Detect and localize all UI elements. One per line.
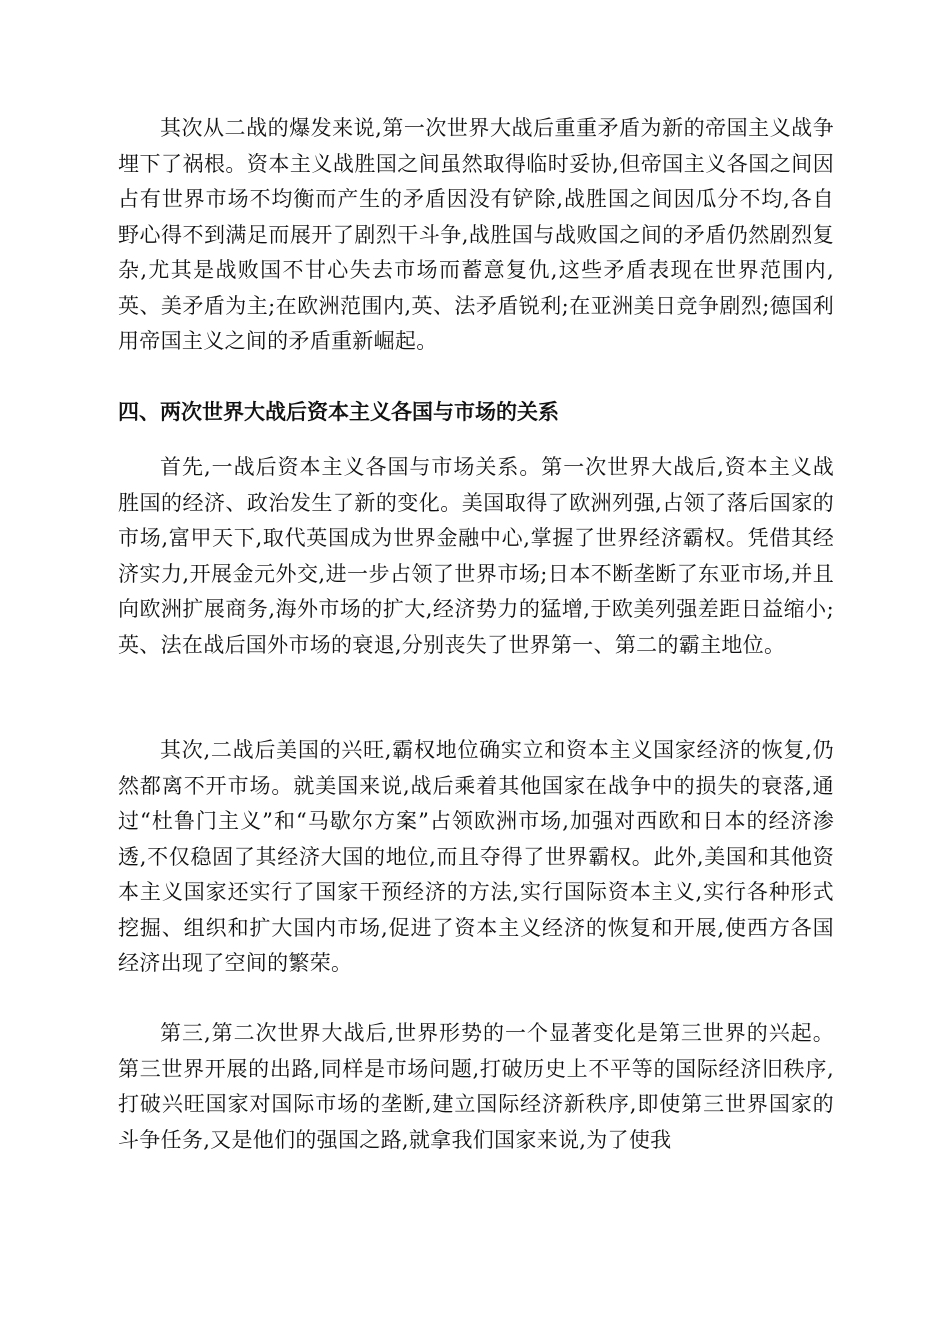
- body-paragraph: 其次从二战的爆发来说,第一次世界大战后重重矛盾为新的帝国主义战争埋下了祸根。资本主义战胜国之间虽然取得临时妥协,但帝国主义各国之间因占有世界市场不均衡而产生的矛盾因没有铲除,战胜国之间因瓜分不均,各自野心得不到满足而展开了剧烈干斗争,战胜国与战败国之间的矛盾仍然剧烈复杂,尤其是战败国不甘心失去市场而蓄意复仇,这些矛盾表现在世界范围内,英、美矛盾为主;在欧洲范围内,英、法矛盾锐利;在亚洲美日竞争剧烈;德国利用帝国主义之间的矛盾重新崛起。: [118, 116, 834, 353]
- body-paragraph: 其次,二战后美国的兴旺,霸权地位确实立和资本主义国家经济的恢复,仍然都离不开市场。就美国来说,战后乘着其他国家在战争中的损失的衰落,通过“杜鲁门主义”和“马歇尔方案”占领欧洲市场,加强对西欧和日本的经济渗透,不仅稳固了其经济大国的地位,而且夺得了世界霸权。此外,美国和其他资本主义国家还实行了国家干预经济的方法,实行国际资本主义,实行各种形式挖掘、组织和扩大国内市场,促进了资本主义经济的恢复和开展,使西方各国经济出现了空间的繁荣。: [118, 738, 834, 975]
- body-paragraph: 第三,第二次世界大战后,世界形势的一个显著变化是第三世界的兴起。第三世界开展的出路,同样是市场问题,打破历史上不平等的国际经济旧秩序,打破兴旺国家对国际市场的垄断,建立国际经济新秩序,即使第三世界国家的斗争任务,又是他们的强国之路,就拿我们国家来说,为了使我: [118, 1021, 834, 1152]
- section-heading: 四、两次世界大战后资本主义各国与市场的关系: [118, 400, 559, 424]
- body-paragraph: 首先,一战后资本主义各国与市场关系。第一次世界大战后,资本主义战胜国的经济、政治发生了新的变化。美国取得了欧洲列强,占领了落后国家的市场,富甲天下,取代英国成为世界金融中心,掌握了世界经济霸权。凭借其经济实力,开展金元外交,进一步占领了世界市场;日本不断垄断了东亚市场,并且向欧洲扩展商务,海外市场的扩大,经济势力的猛增,于欧美列强差距日益缩小;英、法在战后国外市场的衰退,分别丧失了世界第一、第二的霸主地位。: [118, 455, 834, 657]
